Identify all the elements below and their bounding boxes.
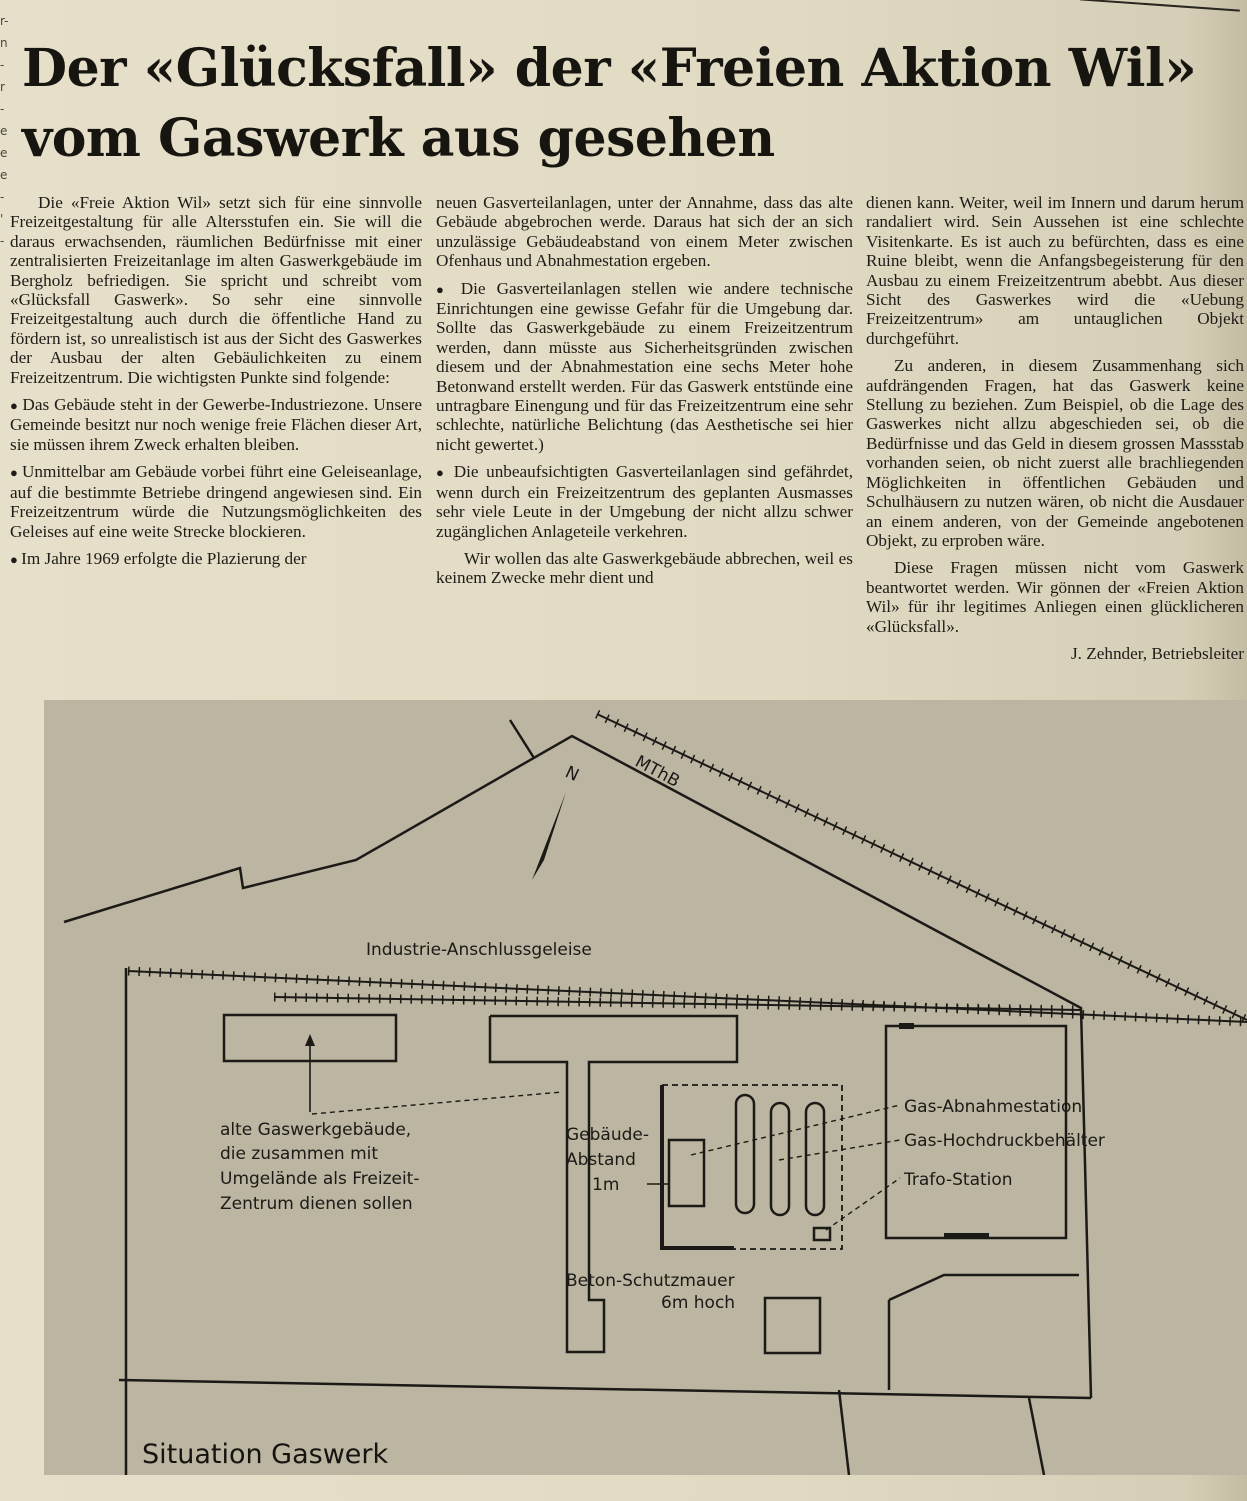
article-column-1 bbox=[10, 193, 422, 577]
leader-station bbox=[691, 1105, 900, 1155]
tank-label: Gas-Hochdruckbehälter bbox=[904, 1131, 1105, 1151]
old-building-label-2: die zusammen mit bbox=[220, 1144, 379, 1164]
bottom-right-edge bbox=[1029, 1398, 1044, 1475]
station-label: Gas-Abnahmestation bbox=[904, 1097, 1083, 1117]
bullet-paragraph: ● Die unbeaufsichtigten Gasverteilanlagen sind gefährdet, wenn durch ein Freizeitzentrum des geplanten Ausmasses sehr viele Leute in der Umgebung der nicht allzu schwer zugänglichen Anlageteile verkehren. bbox=[436, 462, 853, 541]
small-building bbox=[765, 1298, 820, 1353]
bullet-paragraph: ● Das Gebäude steht in der Gewerbe-Industriezone. Unsere Gemeinde besitzt nur noch wenige freie Flächen dieser Art, sie müssen ihrem Zweck erhalten bleiben. bbox=[10, 395, 422, 454]
bullet-paragraph: ● Unmittelbar am Gebäude vorbei führt eine Geleiseanlage, auf die bestimmte Betriebe dringend angewiesen sind. Ein Freizeitzentrum würde die Nutzungsmöglichkeiten des Geleises auf eine weite Strecke blockieren. bbox=[10, 462, 422, 541]
siding-label: Industrie-Anschlussgeleise bbox=[366, 940, 592, 960]
margin-fragment: - bbox=[0, 102, 5, 116]
article-column-2 bbox=[436, 193, 853, 596]
old-building-label-4: Zentrum dienen sollen bbox=[220, 1194, 413, 1214]
paragraph: Die «Freie Aktion Wil» setzt sich für eine sinnvolle Freizeitgestaltung für alle Altersstufen ein. Sie will die daraus erwachsenden, räumlichen Bedürfnisse mit einer zentralisierten Freizeitanlage im alten Gaswerkgebäude im Bergholz befriedigen. Sie spricht und schreibt vom «Glücksfall Gaswerk». So sehr eine sinnvolle Freizeitgestaltung auch durch die öffentliche Hand zu fördern ist, so unrealistisch ist aus der Sicht des Gaswerkes der Ausbau der alten Gebäulichkeiten zu einem Freizeitzentrum. Die wichtigsten Punkte sind folgende: bbox=[10, 193, 422, 387]
old-building-label-1: alte Gaswerkgebäude, bbox=[220, 1120, 412, 1140]
leader-tank bbox=[779, 1140, 900, 1160]
paragraph: Zu anderen, in diesem Zusammenhang sich aufdrängenden Fragen, hat das Gaswerk keine Stellung zu beziehen. Zum Beispiel, ob die Lage des Gaswerkes nicht allzu abgeschieden sei, ob die Bedürfnisse und das Geld in diesem grossen Massstab vorhanden seien, ob nicht zuerst alle brachliegenden Möglichkeiten in öffentlichen Gebäuden und Schulhäusern zu nutzen wären, ob nicht die Ausdauer an einem anderen, von der Gemeinde angebotenen Objekt, zu erproben wäre. bbox=[866, 356, 1244, 550]
tank-1 bbox=[736, 1095, 754, 1213]
trafo-label: Trafo-Station bbox=[904, 1170, 1013, 1190]
margin-fragment: r- bbox=[0, 14, 9, 28]
top-rule bbox=[1080, 0, 1240, 12]
boundary-mid bbox=[839, 1390, 849, 1475]
map-title: Situation Gaswerk bbox=[142, 1439, 389, 1470]
margin-fragment: e bbox=[0, 168, 8, 182]
north-spike bbox=[510, 720, 534, 758]
leader-trafo bbox=[826, 1178, 900, 1230]
old-building-label-3: Umgelände als Freizeit- bbox=[220, 1169, 420, 1189]
paragraph: Wir wollen das alte Gaswerkgebäude abbrechen, weil es keinem Zwecke mehr dient und bbox=[436, 548, 853, 588]
margin-fragment: n bbox=[0, 36, 8, 50]
mthb-track bbox=[597, 714, 1247, 1020]
boundary-bottom bbox=[119, 1380, 1091, 1398]
margin-fragment: - bbox=[0, 190, 5, 204]
site-plan-map bbox=[44, 700, 1247, 1475]
headline bbox=[22, 34, 1237, 174]
distance-label-2: Abstand bbox=[566, 1150, 636, 1170]
tank-3 bbox=[806, 1103, 824, 1215]
distribution-area bbox=[662, 1085, 842, 1249]
paragraph: neuen Gasverteilanlagen, unter der Annahme, dass das alte Gebäude abgebrochen werde. Daraus hat sich der an sich unzulässige Gebäudeabstand von einem Meter zwischen Ofenhaus und Abnahmestation ergeben. bbox=[436, 193, 853, 271]
station-box bbox=[669, 1140, 704, 1206]
distance-label-3: 1m bbox=[592, 1175, 620, 1195]
north-label: N bbox=[561, 762, 582, 786]
wall-label-2: 6m hoch bbox=[661, 1293, 736, 1313]
arrowhead-old-building bbox=[305, 1034, 315, 1046]
paragraph: Diese Fragen müssen nicht vom Gaswerk beantwortet werden. Wir gönnen der «Freien Aktion Wil» für ihr legitimes Anliegen einen glücklicheren «Glücksfall». bbox=[866, 558, 1244, 636]
access-road bbox=[889, 1275, 1079, 1300]
leader-old-building bbox=[312, 1092, 562, 1114]
siding-track-2 bbox=[274, 997, 1081, 1010]
bullet-paragraph: ● Im Jahre 1969 erfolgte die Plazierung der bbox=[10, 549, 422, 569]
margin-fragment: - bbox=[0, 58, 5, 72]
distance-label-1: Gebäude- bbox=[566, 1125, 649, 1145]
wall-label-1: Beton-Schutzmauer bbox=[566, 1271, 735, 1291]
margin-fragment: r bbox=[0, 80, 5, 94]
headline-line-2: vom Gaswerk aus gesehen bbox=[22, 108, 775, 169]
article-column-3 bbox=[866, 193, 1244, 671]
north-arrow bbox=[532, 792, 566, 880]
margin-fragment: e bbox=[0, 146, 8, 160]
tank-2 bbox=[771, 1103, 789, 1215]
mthb-label: MThB bbox=[631, 751, 683, 792]
author-signature: J. Zehnder, Betriebsleiter bbox=[1070, 643, 1244, 663]
bullet-paragraph: ● Die Gasverteilanlagen stellen wie andere technische Einrichtungen eine gewisse Gefahr für die Umgebung dar. Sollte das Gaswerkgebäude zu einem Freizeitzentrum werden, dann müsste aus Sicherheitsgründen zwischen diesem und der Abnahmestation eine sechs Meter hohe Betonwand erstellt werden. Für das Gaswerk entstünde eine untragbare Einengung und für das Freizeitzentrum eine sehr schlechte, natürliche Belichtung (das Aesthetische sei hier nicht gewertet.) bbox=[436, 279, 853, 455]
margin-fragment: - bbox=[0, 234, 5, 248]
headline-line-1: Der «Glücksfall» der «Freien Aktion Wil» bbox=[22, 38, 1197, 99]
trafo-box bbox=[814, 1228, 830, 1240]
margin-fragment: ' bbox=[0, 212, 4, 226]
margin-fragment: e bbox=[0, 124, 8, 138]
site-plan-drawing bbox=[44, 700, 1247, 1475]
protective-wall bbox=[662, 1085, 734, 1248]
site-boundary bbox=[64, 736, 1091, 1398]
paragraph: dienen kann. Weiter, weil im Innern und darum herum randaliert wird. Sein Aussehen ist eine schlechte Visitenkarte. Es ist auch zu befürchten, dass es eine Ruine bleibt, wenn die Anfangsbegeisterung für den Ausbau zu einem Freizeitzentrum abebbt. Aus dieser Sicht des Gaswerkes wird die «Uebung Freizeitzentrum» am untauglichen Objekt durchgeführt. bbox=[866, 193, 1244, 348]
